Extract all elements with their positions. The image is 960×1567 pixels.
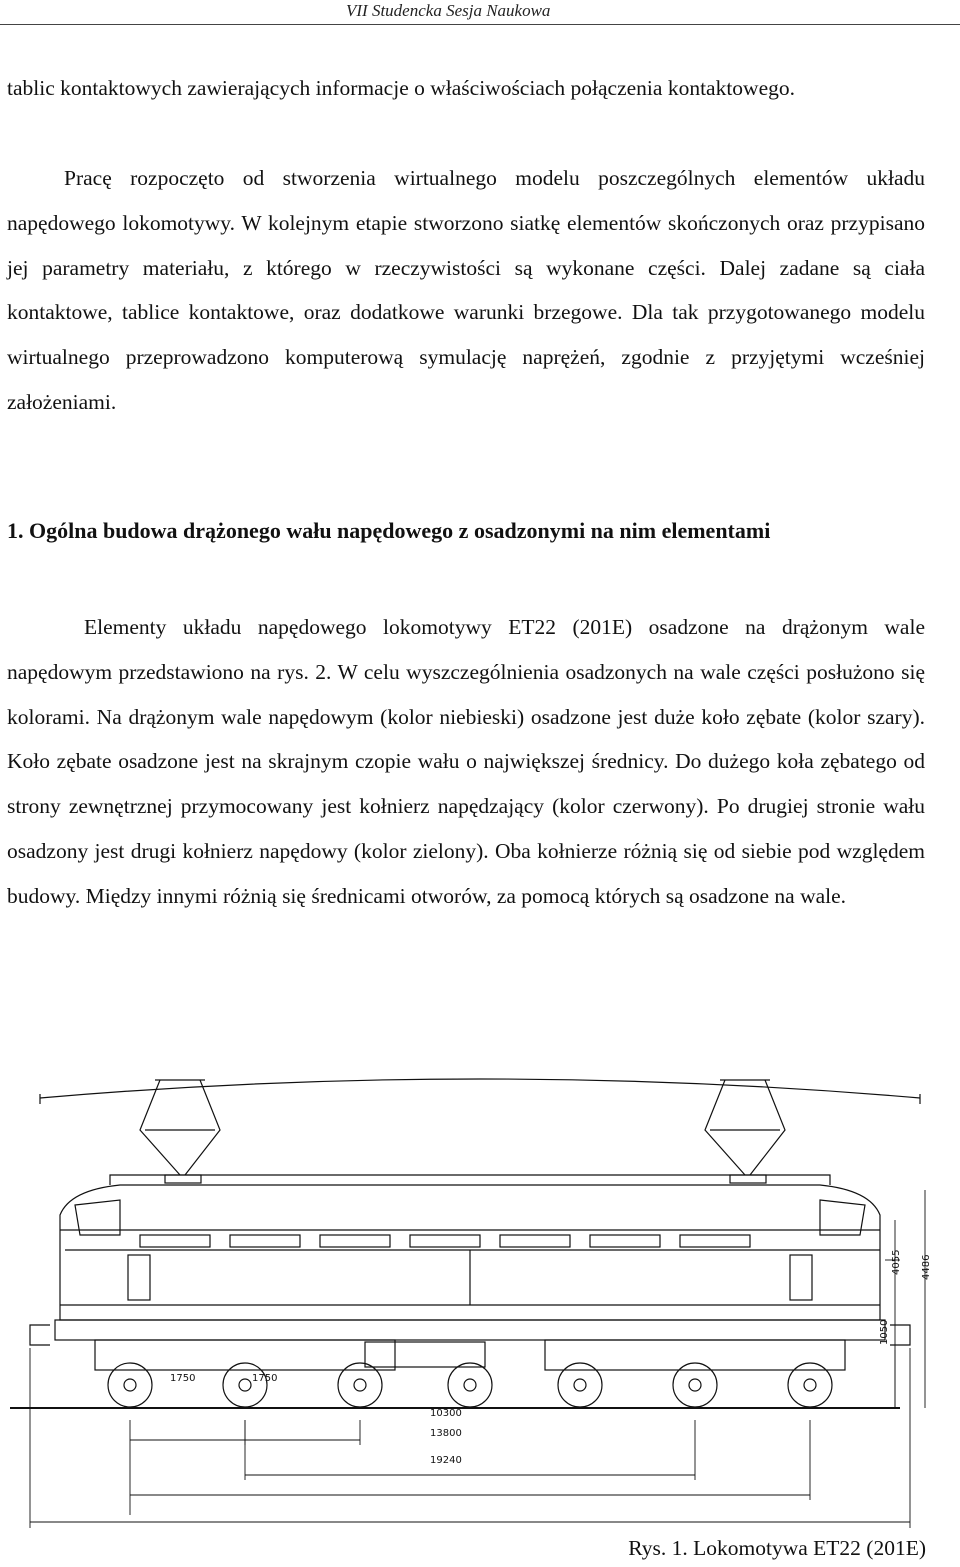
locomotive-drawing xyxy=(0,1050,960,1530)
pantograph-left xyxy=(140,1080,220,1183)
paragraph-1: tablic kontaktowych zawierających informacje o właściwościach połączenia kontaktowego. xyxy=(7,76,796,100)
section-heading: 1. Ogólna budowa drążonego wału napędowego z osadzonymi na nim elementami xyxy=(7,518,771,543)
pantograph-right xyxy=(705,1080,785,1183)
dimension-label-4055: 4055 xyxy=(891,1249,902,1275)
dimension-label-1050: 1050 xyxy=(879,1319,890,1345)
locomotive-figure xyxy=(0,1050,960,1530)
catenary-wire xyxy=(40,1079,920,1098)
bogie-left xyxy=(95,1340,395,1407)
locomotive-underframe xyxy=(30,1320,910,1345)
page-header xyxy=(0,0,960,26)
bogie-right xyxy=(545,1340,845,1407)
header-rule xyxy=(0,24,960,25)
dimension-label-13800: 13800 xyxy=(430,1428,462,1439)
dimension-label-1750a: 1750 xyxy=(170,1373,196,1384)
dimension-label-1750b: 1750 xyxy=(252,1373,278,1384)
dimension-label-10300: 10300 xyxy=(430,1408,462,1419)
figure-caption: Rys. 1. Lokomotywa ET22 (201E) xyxy=(628,1536,926,1560)
locomotive-body xyxy=(60,1175,880,1320)
paragraph-2: Pracę rozpoczęto od stworzenia wirtualnego modelu poszczególnych elementów układu napędowego lokomotywy. W kolejnym etapie stworzono siatkę elementów skończonych oraz przypisano jej parametry materiału, z którego w rzeczywistości są wykonane części. Dalej zadane są ciała kontaktowe, tablice kontaktowe, oraz dodatkowe warunki brzegowe. Dla tak przygotowanego modelu wirtualnego przeprowadzono komputerową symulację naprężeń, zgodnie z przyjętymi wcześniej założeniami. xyxy=(7,166,925,414)
paragraph-3: Elementy układu napędowego lokomotywy ET22 (201E) osadzone na drążonym wale napędowym przedstawiono na rys. 2. W celu wyszczególnienia osadzonych na wale części posłużono się kolorami. Na drążonym wale napędowym (kolor niebieski) osadzone jest duże koło zębate (kolor szary). Koło zębate osadzone jest na skrajnym czopie wału o największej średnicy. Do dużego koła zębatego od strony zewnętrznej przymocowany jest kołnierz napędzający (kolor czerwony). Po drugiej stronie wału osadzony jest drugi kołnierz napędowy (kolor zielony). Oba kołnierze różnią się od siebie pod względem budowy. Między innymi różnią się średnicami otworów, za pomocą których są osadzone na wale. xyxy=(7,615,925,908)
dimension-lines xyxy=(30,1190,925,1528)
dimension-label-19240: 19240 xyxy=(430,1455,462,1466)
dimension-label-4486: 4486 xyxy=(921,1254,932,1280)
header-title: VII Studencka Sesja Naukowa xyxy=(346,1,551,20)
